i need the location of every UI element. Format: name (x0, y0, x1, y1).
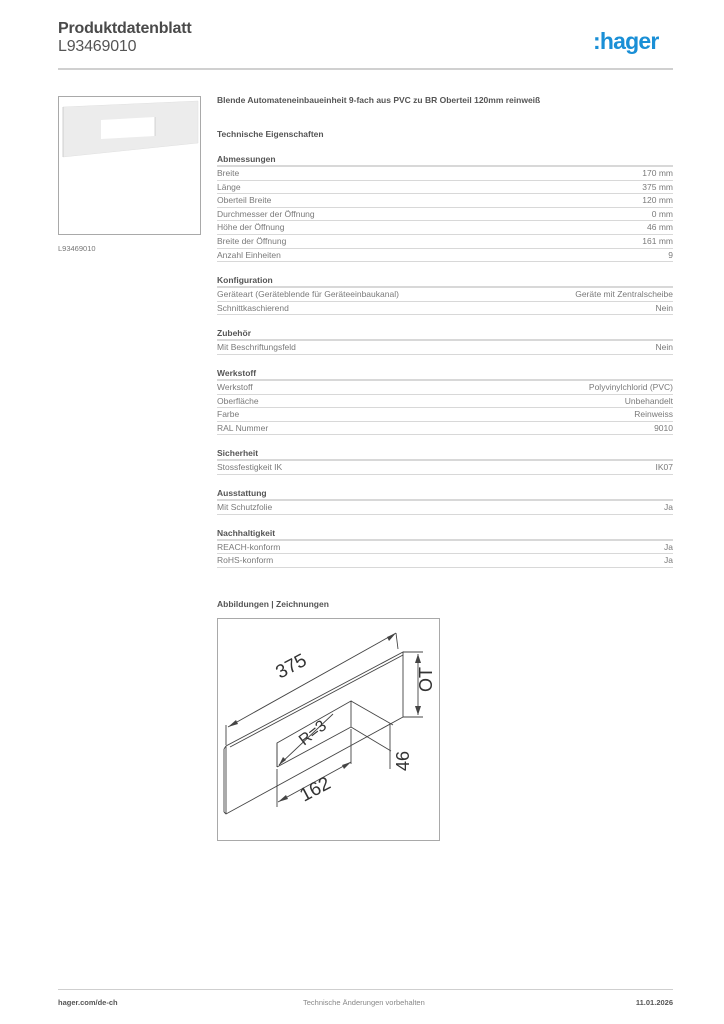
row-value: 9 (668, 249, 673, 260)
table-row (217, 408, 673, 422)
section-heading: Ausstattung (217, 488, 673, 501)
row-value: Nein (655, 302, 673, 313)
row-label: Oberteil Breite (217, 195, 272, 206)
row-value: Polyvinylchlorid (PVC) (588, 381, 673, 392)
row-label: REACH-konform (217, 541, 281, 552)
row-value: 375 mm (642, 181, 673, 192)
product-description: Blende Automateneinbaueinheit 9-fach aus PVC zu BR Oberteil 120mm reinweiß (217, 95, 541, 105)
footer-notice: Technische Änderungen vorbehalten (303, 998, 425, 1007)
hager-logo: :hager (593, 28, 659, 54)
row-value: Geräte mit Zentralscheibe (575, 289, 673, 300)
section-heading: Nachhaltigkeit (217, 528, 673, 541)
row-label: Mit Beschriftungsfeld (217, 342, 296, 353)
row-label: Werkstoff (217, 381, 253, 392)
product-photo-icon (59, 97, 200, 234)
section-heading: Werkstoff (217, 368, 673, 381)
section-zubehoer (217, 328, 673, 355)
row-value: Nein (655, 342, 673, 353)
row-value: 0 mm (651, 208, 673, 219)
product-image-caption: L93469010 (58, 244, 96, 253)
table-row (217, 181, 673, 195)
table-row (217, 422, 673, 436)
row-value: 170 mm (642, 168, 673, 178)
dim-ot-label: OT (416, 667, 436, 692)
technical-drawing (217, 618, 440, 841)
section-heading: Abmessungen (217, 154, 673, 167)
section-sicherheit (217, 448, 673, 475)
row-label: Breite (217, 168, 240, 178)
section-ausstattung (217, 488, 673, 515)
page-title: Produktdatenblatt (58, 20, 192, 37)
row-value: Reinweiss (634, 409, 673, 420)
row-value: Unbehandelt (624, 395, 673, 406)
table-row (217, 235, 673, 249)
table-row (217, 288, 673, 302)
dimension-drawing-icon (218, 619, 439, 840)
table-row (217, 302, 673, 316)
row-label: RAL Nummer (217, 422, 269, 433)
footer-divider (58, 989, 673, 990)
section-konfiguration (217, 275, 673, 315)
table-row (217, 341, 673, 355)
technical-properties-title: Technische Eigenschaften (217, 129, 324, 139)
table-row (217, 554, 673, 568)
main-content (217, 95, 673, 568)
footer-date: 11.01.2026 (635, 998, 673, 1007)
row-value: 161 mm (642, 235, 673, 246)
dim-width-label: 162 (296, 772, 335, 807)
dim-length-label: 375 (272, 649, 311, 684)
row-value: Ja (664, 555, 673, 566)
table-row (217, 249, 673, 263)
row-value: Ja (664, 501, 673, 512)
product-number: L93469010 (58, 38, 137, 55)
row-value: 46 mm (647, 222, 673, 233)
table-row (217, 461, 673, 475)
footer-website-link[interactable]: hager.com/de-ch (58, 998, 118, 1007)
row-label: Stossfestigkeit IK (217, 462, 283, 473)
row-label: Geräteart (Geräteblende für Geräteeinbaukanal) (217, 289, 399, 300)
section-abmessungen (217, 154, 673, 262)
table-row (217, 194, 673, 208)
dim-height-label: 46 (393, 750, 413, 771)
row-label: Schnittkaschierend (217, 302, 289, 313)
section-heading: Zubehör (217, 328, 673, 341)
header-divider (58, 68, 673, 70)
section-werkstoff (217, 368, 673, 435)
table-row (217, 208, 673, 222)
row-value: 9010 (654, 422, 673, 433)
section-nachhaltigkeit (217, 528, 673, 568)
drawings-title: Abbildungen | Zeichnungen (217, 599, 329, 609)
table-row (217, 541, 673, 555)
row-label: Länge (217, 181, 241, 192)
table-row (217, 501, 673, 515)
row-label: Anzahl Einheiten (217, 249, 281, 260)
row-label: Breite der Öffnung (217, 235, 287, 246)
row-label: Farbe (217, 409, 240, 420)
product-image (58, 96, 201, 235)
row-value: Ja (664, 541, 673, 552)
row-label: Oberfläche (217, 395, 259, 406)
row-value: 120 mm (642, 195, 673, 206)
row-label: Durchmesser der Öffnung (217, 208, 315, 219)
table-row (217, 381, 673, 395)
dim-radius-label: R=3 (295, 717, 330, 750)
row-label: RoHS-konform (217, 555, 274, 566)
row-label: Mit Schutzfolie (217, 501, 273, 512)
row-label: Höhe der Öffnung (217, 222, 285, 233)
row-value: IK07 (655, 462, 673, 473)
section-heading: Sicherheit (217, 448, 673, 461)
table-row (217, 167, 673, 181)
table-row (217, 221, 673, 235)
table-row (217, 395, 673, 409)
section-heading: Konfiguration (217, 275, 673, 288)
